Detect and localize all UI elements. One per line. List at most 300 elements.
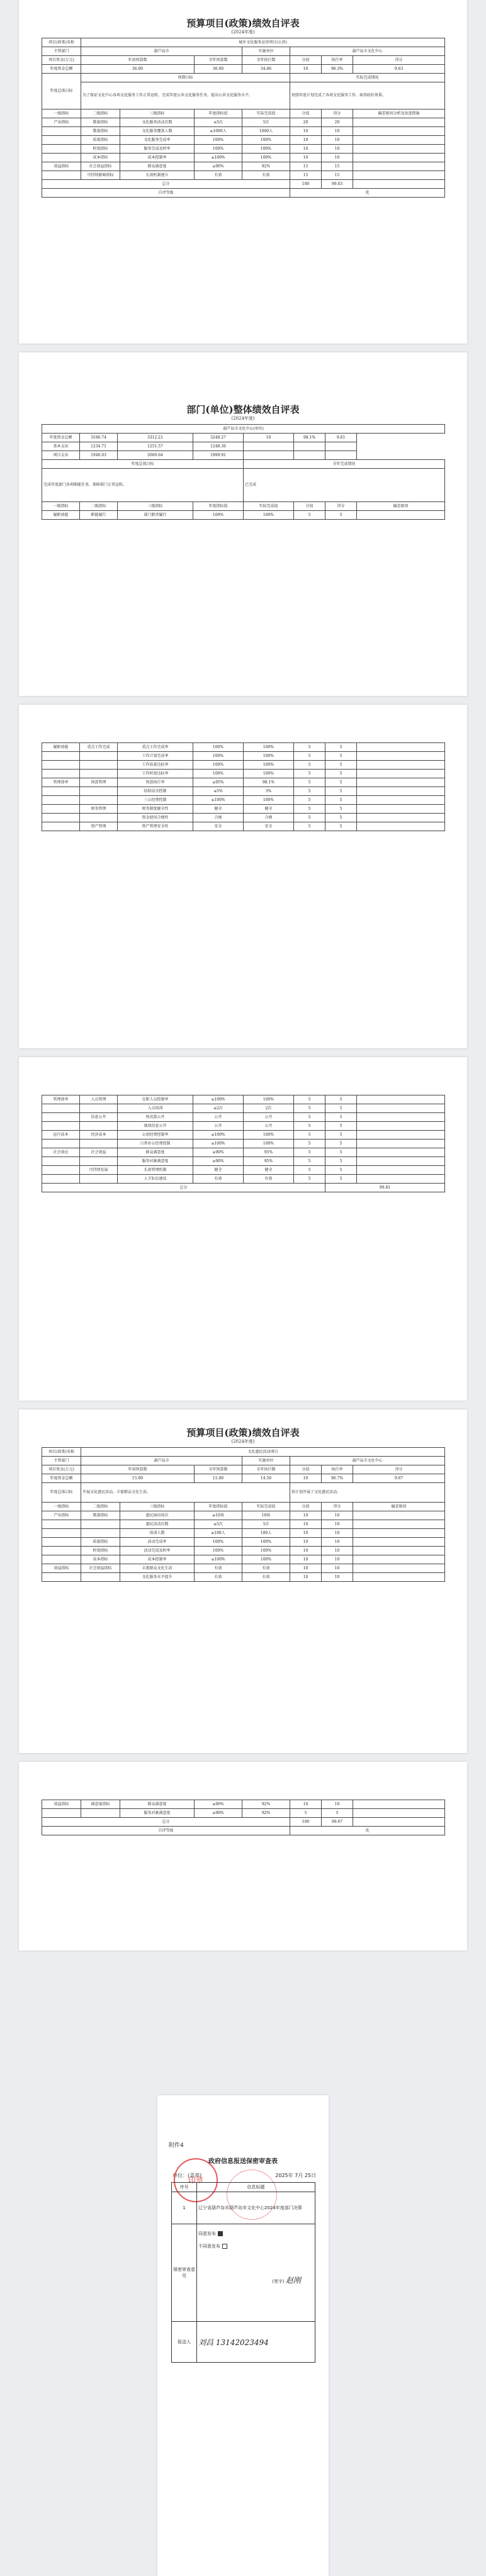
table-cell: 产出指标 xyxy=(42,118,81,127)
table-row xyxy=(42,162,445,171)
table-cell: ≥95% xyxy=(193,778,244,787)
indicator-table-cont xyxy=(42,1095,445,1192)
table-cell xyxy=(353,136,445,145)
fund-col: 得分 xyxy=(353,1465,445,1474)
table-cell: ≥10场 xyxy=(195,1511,242,1520)
value-project-name: 文化惠民活动项目 xyxy=(81,1448,445,1457)
table-cell: 质量指标 xyxy=(81,1538,120,1547)
table-cell: 10 xyxy=(290,1511,322,1520)
table-cell xyxy=(42,1122,80,1131)
table-cell: 10 xyxy=(322,1564,353,1573)
table-cell: 群众满意度 xyxy=(120,1800,195,1809)
table-cell: 惠民演出场次 xyxy=(120,1511,195,1520)
table-cell: 10场 xyxy=(242,1511,290,1520)
indicator-table-cont xyxy=(42,742,445,831)
page-title: 预算项目(政策)绩效自评表 xyxy=(186,18,300,29)
table-cell: ≤100% xyxy=(193,1131,244,1140)
table-cell xyxy=(353,1547,445,1555)
table-cell: 5 xyxy=(325,1166,357,1175)
table-row xyxy=(42,1095,445,1104)
table-cell: 群众满意度 xyxy=(120,162,195,171)
table-cell: 1251.57 xyxy=(118,442,193,451)
table-cell: 15 xyxy=(322,162,353,171)
table-cell xyxy=(353,162,445,171)
table-cell xyxy=(42,1104,80,1113)
table-cell: 数量指标 xyxy=(81,1511,120,1520)
reporter-value: 刘昌 13142023494 xyxy=(198,2338,269,2347)
table-cell: 惠民活动次数 xyxy=(120,1520,195,1529)
table-cell: 3180.74 xyxy=(80,434,118,442)
table-cell xyxy=(353,171,445,180)
table-cell xyxy=(357,1166,445,1175)
table-cell: 5 xyxy=(294,1095,325,1104)
fund-cell: 15.00 xyxy=(195,1474,242,1483)
table-cell: 绩效信息公开 xyxy=(118,1122,193,1131)
table-row xyxy=(42,822,445,831)
table-cell: ≥90% xyxy=(193,1157,244,1166)
table-cell: 10 xyxy=(290,1564,322,1573)
table-cell: 10 xyxy=(290,145,322,154)
table-cell xyxy=(42,1175,80,1184)
table-cell xyxy=(353,1564,445,1573)
table-cell xyxy=(357,743,445,752)
table-cell: 社会效益指标 xyxy=(81,162,120,171)
table-cell: 95% xyxy=(244,1148,294,1157)
table-cell: 有效 xyxy=(242,171,290,180)
table-cell xyxy=(244,442,294,451)
fund-col: 全年执行数 xyxy=(242,1465,290,1474)
table-cell: ≤100% xyxy=(193,1140,244,1148)
fund-col: 年初预算数 xyxy=(81,1465,195,1474)
table-cell: 时效指标 xyxy=(81,145,120,154)
table-row xyxy=(42,1157,445,1166)
table-cell: 100% xyxy=(244,761,294,770)
self-value: 优 xyxy=(290,189,445,198)
table-cell: ≤100% xyxy=(195,1555,242,1564)
col-header: 得分 xyxy=(322,1503,353,1511)
table-cell: 质量指标 xyxy=(81,136,120,145)
col-title: 信息标题 xyxy=(197,2183,315,2192)
table-cell: 1000人 xyxy=(242,127,290,136)
goal-plan: 年度总体目标 xyxy=(42,460,244,469)
table-cell: 工作计划完成率 xyxy=(118,752,193,761)
table-cell: 100% xyxy=(242,1555,290,1564)
table-cell: 5 xyxy=(294,1140,325,1148)
table-cell: 100% xyxy=(244,743,294,752)
table-cell: 成本指标 xyxy=(81,154,120,162)
review-table xyxy=(171,2182,315,2363)
table-cell xyxy=(357,822,445,831)
table-cell xyxy=(42,171,81,180)
table-cell xyxy=(357,752,445,761)
table-cell: 公用经费控制率 xyxy=(118,1131,193,1140)
total-score: 99.63 xyxy=(322,180,353,189)
table-cell: 5 xyxy=(294,1148,325,1157)
table-row xyxy=(42,1555,445,1564)
agree-checkbox[interactable] xyxy=(218,2231,223,2236)
table-cell: 预算执行率 xyxy=(118,778,193,787)
table-cell: 效益指标 xyxy=(42,1564,81,1573)
fund-cell: 34.66 xyxy=(242,65,290,74)
label-dept: 主管部门 xyxy=(42,1457,81,1465)
table-cell: 5 xyxy=(294,1157,325,1166)
page-2 xyxy=(19,352,467,696)
table-cell: 10 xyxy=(290,1800,322,1809)
table-cell: ≥1000人 xyxy=(195,127,242,136)
table-cell xyxy=(294,451,325,460)
table-cell: 健全 xyxy=(193,805,244,814)
table-cell: 5 xyxy=(294,1104,325,1113)
table-cell xyxy=(42,127,81,136)
table-cell: 5次 xyxy=(242,118,290,127)
col-header: 二级指标 xyxy=(81,1503,120,1511)
cell: 职能履行 xyxy=(80,511,118,520)
table-cell: 95% xyxy=(244,1157,294,1166)
table-cell xyxy=(81,1809,120,1818)
table-cell xyxy=(42,1166,80,1175)
table-row xyxy=(42,171,445,180)
table-cell xyxy=(353,145,445,154)
table-cell: ≤100% xyxy=(193,796,244,805)
table-cell: 10 xyxy=(322,1511,353,1520)
table-cell: 10 xyxy=(290,1538,322,1547)
table-cell: 丰富群众文化生活 xyxy=(120,1564,195,1573)
table-cell: ≥90% xyxy=(195,1800,242,1809)
table-cell: 公开 xyxy=(244,1122,294,1131)
table-row xyxy=(42,743,445,752)
table-row xyxy=(42,1166,445,1175)
table-cell xyxy=(357,778,445,787)
table-cell: 5 xyxy=(325,1095,357,1104)
table-cell xyxy=(353,1511,445,1520)
table-row xyxy=(42,1809,445,1818)
fund-cell: 36.00 xyxy=(81,65,195,74)
table-cell xyxy=(80,761,118,770)
page-title: 部门(单位)整体绩效自评表 xyxy=(186,404,300,415)
table-cell xyxy=(80,787,118,796)
table-cell: 1999.91 xyxy=(193,451,244,460)
table-cell xyxy=(357,1148,445,1157)
table-cell: 人才队伍建设 xyxy=(118,1175,193,1184)
table-cell: 100% xyxy=(193,770,244,778)
table-cell: 5 xyxy=(294,1175,325,1184)
fund-cell: 10 xyxy=(290,1474,322,1483)
total-blank xyxy=(353,1818,445,1827)
table-cell xyxy=(353,127,445,136)
table-row xyxy=(42,136,445,145)
table-cell: 预决算公开 xyxy=(118,1113,193,1122)
table-cell: 成本控制率 xyxy=(120,154,195,162)
table-cell: 10 xyxy=(322,154,353,162)
table-cell xyxy=(80,796,118,805)
table-cell: 项目支出 xyxy=(42,451,80,460)
table-row xyxy=(42,1122,445,1131)
table-cell xyxy=(244,451,294,460)
table-cell: 5 xyxy=(325,1157,357,1166)
table-cell: 长效管理机制 xyxy=(118,1166,193,1175)
cell: 部门职责履行 xyxy=(118,511,193,520)
table-cell: 有效 xyxy=(244,1175,294,1184)
table-cell: 满意度指标 xyxy=(81,1800,120,1809)
cell: 5 xyxy=(325,511,357,520)
col-no: 序号 xyxy=(172,2183,197,2192)
table-cell: 5 xyxy=(294,770,325,778)
table-cell xyxy=(357,1113,445,1122)
value-impl: 葫芦岛市文化中心 xyxy=(290,1457,445,1465)
col-header: 偏差原因 xyxy=(353,1503,445,1511)
table-cell xyxy=(80,814,118,822)
col-header: 实际完成值 xyxy=(244,502,294,511)
table-cell: 5 xyxy=(294,778,325,787)
table-cell: ≥2次 xyxy=(193,1104,244,1113)
table-cell xyxy=(42,1113,80,1122)
table-cell: 5 xyxy=(294,743,325,752)
table-cell: 100% xyxy=(193,761,244,770)
col-header: 得分 xyxy=(325,502,357,511)
label-dept: 主管部门 xyxy=(42,47,81,56)
page-6 xyxy=(19,1762,467,1951)
table-row xyxy=(42,814,445,822)
table-cell: ≤100% xyxy=(193,1095,244,1104)
table-cell: 10 xyxy=(290,1573,322,1582)
table-cell: 5 xyxy=(294,822,325,831)
table-cell: 5 xyxy=(325,796,357,805)
col-header: 偏差原因分析及改进措施 xyxy=(353,109,445,118)
table-cell: 5 xyxy=(322,1809,353,1818)
table-cell xyxy=(357,1104,445,1113)
table-cell: 可持续发展 xyxy=(80,1166,118,1175)
total-label: 总分 xyxy=(42,1818,290,1827)
page-year: (2024年度) xyxy=(231,416,255,421)
table-cell: 100% xyxy=(195,1547,242,1555)
unit-label: 单位：(盖章) xyxy=(172,2173,202,2178)
table-cell: 5 xyxy=(294,1131,325,1140)
table-cell xyxy=(81,1520,120,1529)
table-cell: 人员培训 xyxy=(118,1104,193,1113)
self-value: 优 xyxy=(290,1827,445,1835)
table-cell xyxy=(353,1538,445,1547)
table-cell: 服务对象满意度 xyxy=(118,1157,193,1166)
table-cell: 工作质量达标率 xyxy=(118,761,193,770)
table-cell xyxy=(42,1140,80,1148)
table-cell: 3248.27 xyxy=(193,434,244,442)
table-cell: 100% xyxy=(244,796,294,805)
table-cell xyxy=(42,145,81,154)
table-cell: 时效指标 xyxy=(81,1547,120,1555)
table-cell: 在职人员控制率 xyxy=(118,1095,193,1104)
fund-cell: 96.7% xyxy=(322,1474,353,1483)
red-seal: 印章 xyxy=(174,2158,218,2202)
table-cell: 100% xyxy=(193,743,244,752)
table-cell: 5 xyxy=(325,805,357,814)
fund-col: 年初预算数 xyxy=(81,56,195,65)
table-cell: 健全 xyxy=(244,805,294,814)
table-cell: 信息公开 xyxy=(80,1113,118,1122)
table-row xyxy=(42,127,445,136)
table-cell xyxy=(80,1122,118,1131)
col-header: 实际完成值 xyxy=(242,109,290,118)
table-cell: 5 xyxy=(325,1140,357,1148)
table-cell xyxy=(357,1157,445,1166)
table-cell: 文化服务活动次数 xyxy=(120,118,195,127)
table-cell: 合规 xyxy=(193,814,244,822)
table-row xyxy=(42,1140,445,1148)
goal-done: 按计划开展了文化惠民活动。 xyxy=(290,1483,445,1503)
goal-plan-header: 预期目标 xyxy=(81,74,290,82)
cell: 100% xyxy=(244,511,294,520)
col-header: 一级指标 xyxy=(42,109,81,118)
goal-done-header: 全年完成情况 xyxy=(244,460,445,469)
table-cell: 100% xyxy=(195,136,242,145)
reporter-label: 报送人 xyxy=(172,2322,197,2363)
table-cell xyxy=(42,1547,81,1555)
table-cell: 合规 xyxy=(244,814,294,822)
table-row xyxy=(42,1175,445,1184)
total-label: 总分 xyxy=(42,1184,325,1192)
page-4 xyxy=(19,1057,467,1401)
appendix-title: 政府信息报送保密审查表 xyxy=(208,2158,278,2165)
fund-col: 得分 xyxy=(353,56,445,65)
table-cell: 财务制度健全性 xyxy=(118,805,193,814)
review-label: 保密审查意见 xyxy=(172,2224,197,2322)
table-cell: 98.1% xyxy=(294,434,325,442)
table-row xyxy=(42,434,445,442)
fund-col: 全年预算数 xyxy=(195,56,242,65)
table-cell: 10 xyxy=(290,136,322,145)
table-cell: 5 xyxy=(294,1113,325,1122)
table-cell: 5 xyxy=(294,814,325,822)
table-cell: 1234.71 xyxy=(80,442,118,451)
table-cell: 文化服务水平提升 xyxy=(120,1573,195,1582)
table-cell: 10 xyxy=(290,1547,322,1555)
table-row xyxy=(42,442,445,451)
table-cell xyxy=(353,118,445,127)
table-cell: 92% xyxy=(242,1809,290,1818)
table-cell: ≥90% xyxy=(193,1148,244,1157)
label-impl: 实施单位 xyxy=(242,1457,290,1465)
table-cell: 20 xyxy=(322,118,353,127)
goal-label: 年度总体目标 xyxy=(42,1483,81,1503)
page-year: (2024年度) xyxy=(231,1439,255,1444)
table-cell: 公开 xyxy=(244,1113,294,1122)
table-cell: 有效 xyxy=(242,1573,290,1582)
table-cell: 活动完成率 xyxy=(120,1538,195,1547)
table-cell: 长效机制建立 xyxy=(120,171,195,180)
table-cell: 社会效应 xyxy=(42,1148,80,1157)
col-header: 年度指标值 xyxy=(195,109,242,118)
table-cell: 10 xyxy=(322,1555,353,1564)
table-cell: 98.1% xyxy=(244,778,294,787)
table-cell: 10 xyxy=(322,136,353,145)
table-cell: 工作时效达标率 xyxy=(118,770,193,778)
col-header: 分值 xyxy=(290,1503,322,1511)
table-cell: 5 xyxy=(325,814,357,822)
value-impl: 葫芦岛市文化中心 xyxy=(290,47,445,56)
table-row xyxy=(42,752,445,761)
table-cell: 5 xyxy=(325,778,357,787)
table-cell: 5 xyxy=(294,1122,325,1131)
table-row xyxy=(42,451,445,460)
table-cell xyxy=(80,1175,118,1184)
table-cell: 有效 xyxy=(195,171,242,180)
table-cell: 管理效率 xyxy=(42,778,80,787)
table-cell: 5 xyxy=(294,787,325,796)
table-cell xyxy=(353,1809,445,1818)
table-cell: 5 xyxy=(325,787,357,796)
table-cell: 有效 xyxy=(195,1564,242,1573)
table-cell xyxy=(325,442,357,451)
table-cell: 100% xyxy=(242,154,290,162)
table-cell: 5 xyxy=(294,1166,325,1175)
item-title: 辽宁省葫芦岛市葫芦岛市文化中心2024年度部门决算 xyxy=(197,2192,315,2224)
table-cell: 成本控制率 xyxy=(120,1555,195,1564)
table-cell: 5 xyxy=(325,822,357,831)
table-cell xyxy=(42,1555,81,1564)
table-cell: 5 xyxy=(325,743,357,752)
table-cell: 10 xyxy=(290,1520,322,1529)
table-cell: 5 xyxy=(294,796,325,805)
table-row xyxy=(42,1800,445,1809)
table-cell: 100% xyxy=(193,752,244,761)
table-cell: 经济成本 xyxy=(80,1131,118,1140)
table-cell: 服务对象满意度 xyxy=(120,1809,195,1818)
col-header: 年度指标值 xyxy=(195,1503,242,1511)
table-cell xyxy=(357,770,445,778)
fund-cell: 9.67 xyxy=(353,1474,445,1483)
table-cell xyxy=(42,761,80,770)
table-cell: 15 xyxy=(290,171,322,180)
page-1 xyxy=(19,0,467,344)
total-blank xyxy=(353,180,445,189)
table-cell: 健全 xyxy=(244,1166,294,1175)
table-cell xyxy=(81,1573,120,1582)
signature: 赵刚 xyxy=(285,2276,301,2285)
table-cell xyxy=(42,136,81,145)
table-cell: 有效 xyxy=(242,1564,290,1573)
table-cell xyxy=(357,805,445,814)
table-cell: 效益指标 xyxy=(42,1800,81,1809)
table-cell: 产出指标 xyxy=(42,1511,81,1520)
table-cell xyxy=(353,1573,445,1582)
table-cell xyxy=(42,814,80,822)
table-cell xyxy=(42,770,80,778)
disagree-checkbox[interactable] xyxy=(222,2244,227,2249)
value-project-name: 城乡文化服务运营项目(公共) xyxy=(81,38,445,47)
table-cell: 有效 xyxy=(193,1175,244,1184)
table-cell: 10 xyxy=(322,127,353,136)
table-row xyxy=(42,778,445,787)
table-cell xyxy=(357,787,445,796)
table-cell: 10 xyxy=(290,1529,322,1538)
table-cell xyxy=(80,1104,118,1113)
table-cell: 人员管理 xyxy=(80,1095,118,1104)
col-header: 三级指标 xyxy=(120,109,195,118)
table-cell: 服务完成及时率 xyxy=(120,145,195,154)
table-cell: 数量指标 xyxy=(81,118,120,127)
col-header: 三级指标 xyxy=(120,1503,195,1511)
fund-cell: 96.3% xyxy=(322,65,353,74)
table-cell: 财务管理 xyxy=(80,805,118,814)
table-cell xyxy=(353,1555,445,1564)
table-cell: 结转结余控制 xyxy=(118,787,193,796)
table-cell: 10 xyxy=(322,145,353,154)
table-cell: 文化服务覆盖人数 xyxy=(120,127,195,136)
project-table xyxy=(42,1447,445,1582)
label-project-name: 项目(政策)名称 xyxy=(42,38,81,47)
table-cell xyxy=(81,1529,120,1538)
project-table xyxy=(42,38,445,198)
table-cell xyxy=(42,1529,81,1538)
